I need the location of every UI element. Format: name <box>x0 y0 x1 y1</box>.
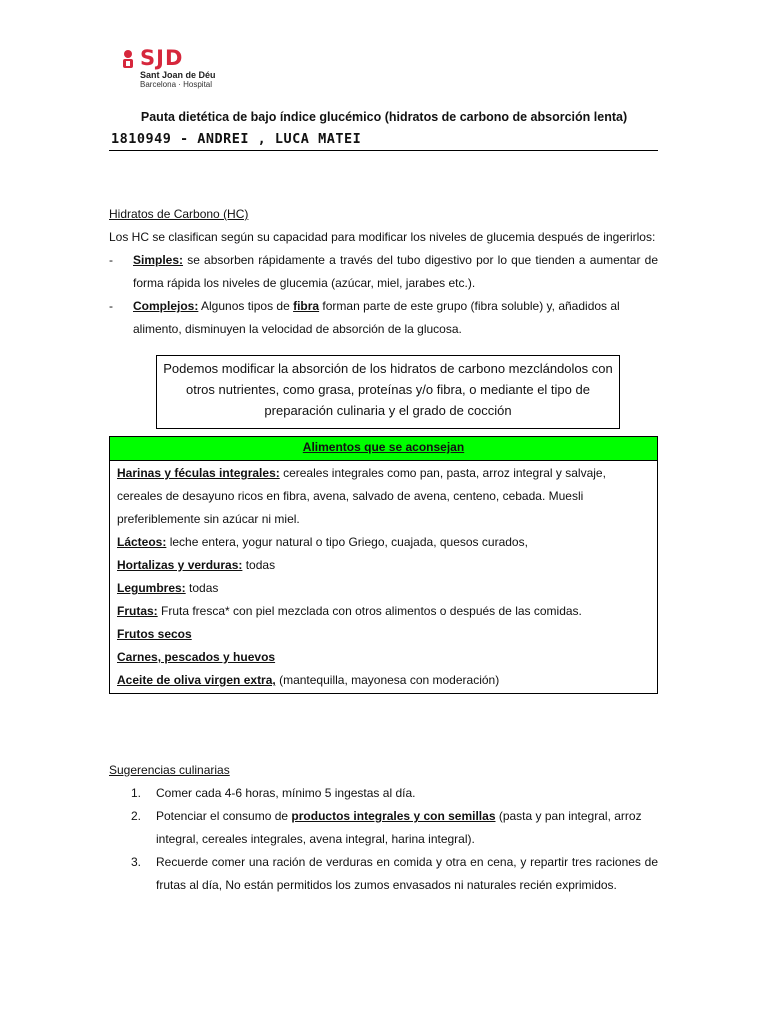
simples-label: Simples: <box>133 253 184 267</box>
complejos-fibra: fibra <box>293 299 320 313</box>
absorption-callout-box: Podemos modificar la absorción de los hidratos de carbono mezclándolos con otros nutrientes, como grasa, proteínas y/o fibra, o mediante el tipo de preparación culinaria y el grado de cocción <box>156 355 620 429</box>
hc-intro: Los HC se clasifican según su capacidad para modificar los niveles de glucemia después de ingerirlos: <box>109 230 656 244</box>
food-row-label: Harinas y féculas integrales: <box>117 466 280 480</box>
sugerencias-section <box>109 759 658 897</box>
food-row-text: (mantequilla, mayonesa con moderación) <box>275 673 500 687</box>
item-text: Recuerde comer una ración de verduras en comida y otra en cena, y repartir tres raciones de frutas al día, No están permitidos los zumos envasados ni naturales recién exprimidos. <box>156 855 658 892</box>
patient-id-name: 1810949 - ANDREI , LUCA MATEI <box>111 131 362 147</box>
hc-heading: Hidratos de Carbono (HC) <box>109 207 249 221</box>
food-row <box>117 554 651 577</box>
item-number: 3. <box>131 855 142 869</box>
food-row <box>117 646 651 669</box>
food-row-text: todas <box>242 558 276 572</box>
sugerencia-item <box>109 851 658 897</box>
sugerencias-heading: Sugerencias culinarias <box>109 763 230 777</box>
sugerencia-item <box>109 805 658 851</box>
complejos-text-a: Algunos tipos de <box>198 299 294 313</box>
complejos-label: Complejos: <box>133 299 199 313</box>
hc-simples-item <box>109 249 658 295</box>
hc-complejos-item <box>109 295 658 341</box>
hc-section <box>109 203 658 341</box>
list-dash: - <box>109 299 113 313</box>
list-dash: - <box>109 253 113 267</box>
food-row-text: todas <box>185 581 219 595</box>
food-row-label: Lácteos: <box>117 535 167 549</box>
header-divider <box>109 150 658 151</box>
item-number: 2. <box>131 809 142 823</box>
logo-wordmark: SJD <box>140 46 184 70</box>
logo-hospital-subtitle: Barcelona · Hospital <box>140 80 213 89</box>
food-row-label: Aceite de oliva virgen extra, <box>117 673 276 687</box>
food-row-label: Carnes, pescados y huevos <box>117 650 276 664</box>
document-title: Pauta dietética de bajo índice glucémico (hidratos de carbono de absorción lenta) <box>140 110 628 124</box>
item-text-a: Potenciar el consumo de <box>156 809 292 823</box>
item-number: 1. <box>131 786 142 800</box>
food-row <box>117 623 651 646</box>
recommended-foods-table <box>109 436 658 694</box>
logo-hospital-name: Sant Joan de Déu <box>140 70 216 80</box>
food-row <box>117 462 651 531</box>
food-row <box>117 531 651 554</box>
simples-text: se absorben rápidamente a través del tubo digestivo por lo que tienden a aumentar de forma rápida los niveles de glucemia (azúcar, miel, jarabes etc.). <box>133 253 658 290</box>
sugerencia-item <box>109 782 658 805</box>
item-text: Comer cada 4-6 horas, mínimo 5 ingestas al día. <box>156 786 416 800</box>
food-row-label: Frutas: <box>117 604 158 618</box>
food-row-text: cereales integrales como pan, pasta, arroz integral y salvaje, cereales de desayuno ricos en fibra, avena, salvado de avena, centeno, cebada. Muesli preferiblemente sin azúcar ni miel. <box>117 466 606 526</box>
food-row <box>117 669 651 692</box>
hospital-logo <box>120 44 240 94</box>
foods-table-header: Alimentos que se aconsejan <box>110 437 657 461</box>
complejos-text-b: forman parte de este grupo (fibra soluble) y, añadidos al alimento, disminuyen la velocidad de absorción de la glucosa. <box>133 299 620 336</box>
food-row-label: Legumbres: <box>117 581 186 595</box>
sjd-emblem-icon <box>120 48 140 70</box>
food-row <box>117 600 651 623</box>
item-text-b: (pasta y pan integral, arroz integral, cereales integrales, avena integral, harina integral). <box>156 809 642 846</box>
food-row-label: Hortalizas y verduras: <box>117 558 243 572</box>
food-row <box>117 577 651 600</box>
foods-table-body <box>110 461 657 692</box>
item-bold: productos integrales y con semillas <box>291 809 496 823</box>
food-row-label: Frutos secos <box>117 627 192 641</box>
food-row-text: leche entera, yogur natural o tipo Griego, cuajada, quesos curados, <box>166 535 528 549</box>
food-row-text: Fruta fresca* con piel mezclada con otros alimentos o después de las comidas. <box>157 604 582 618</box>
